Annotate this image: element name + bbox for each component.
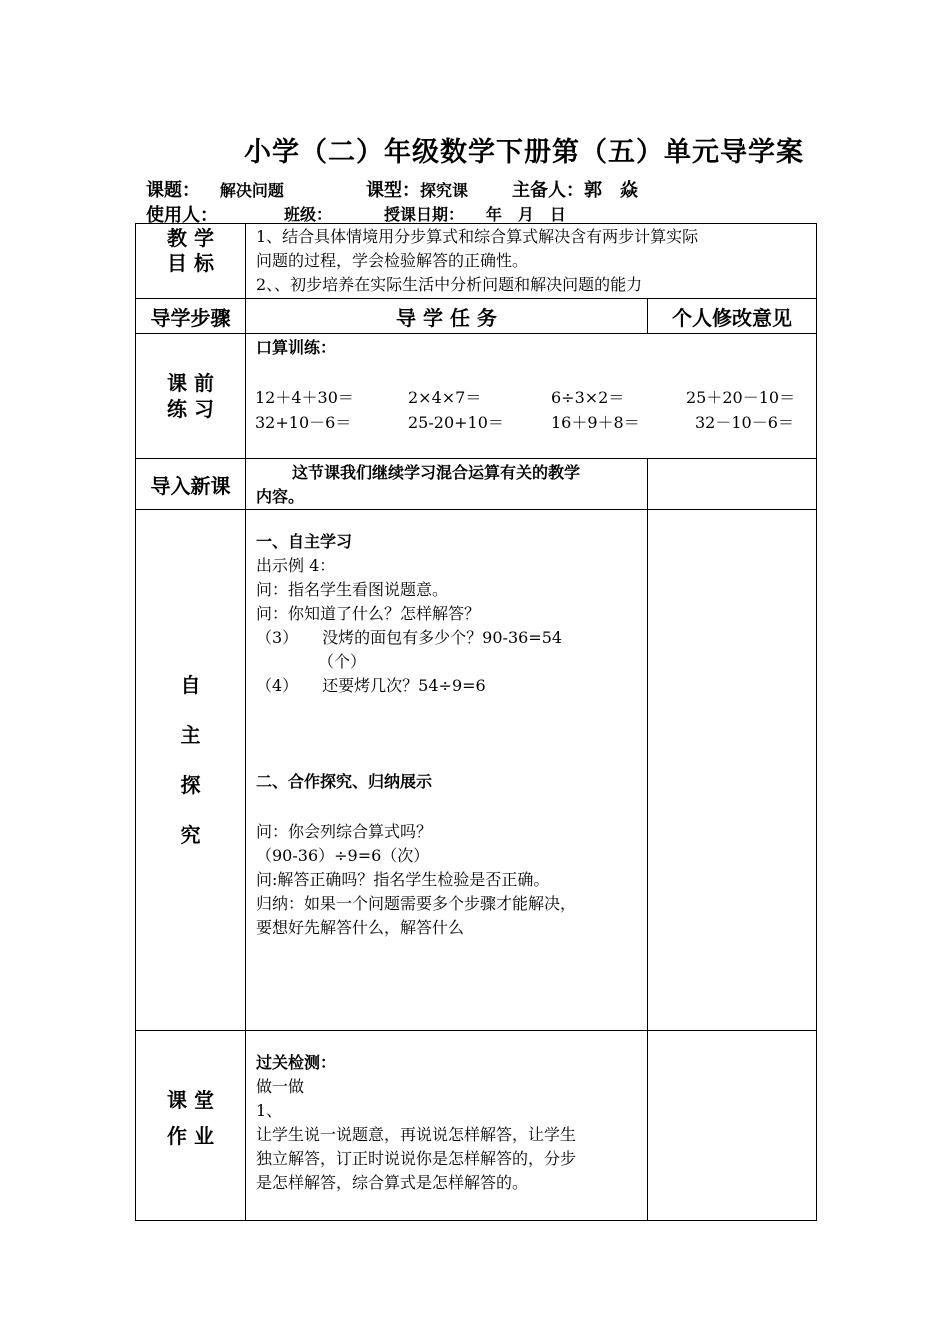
intro-label: 导入新课 xyxy=(136,459,246,510)
explore-line: （3） 没烤的面包有多少个？90-36=54 xyxy=(256,628,563,647)
homework-heading: 过关检测： xyxy=(256,1053,337,1072)
calc-row-1 xyxy=(246,385,816,410)
class-label: 班级： xyxy=(284,205,333,224)
calc-item: 6÷3×2＝ xyxy=(551,388,625,407)
type-value: 探究课 xyxy=(420,181,469,200)
explore-line: 要想好先解答什么，解答什么 xyxy=(256,918,465,937)
explore-line: （90-36）÷9=6（次） xyxy=(256,846,430,865)
explore-content xyxy=(246,510,648,1031)
intro-row xyxy=(136,459,817,510)
calc-row-2 xyxy=(246,410,816,435)
explore-line: （个） xyxy=(318,652,367,671)
date-value: 年 月 日 xyxy=(485,205,566,224)
intro-notes xyxy=(648,459,817,510)
explore-row xyxy=(136,510,817,1031)
preclass-label-1: 课 前 xyxy=(167,371,214,395)
homework-label-1: 课 堂 xyxy=(167,1088,214,1112)
homework-content xyxy=(246,1031,648,1221)
objective-line-2: 问题的过程，学会检验解答的正确性。 xyxy=(256,251,529,270)
header-tasks: 导 学 任 务 xyxy=(246,299,648,334)
homework-line: 让学生说一说题意，再说说怎样解答，让学生 xyxy=(256,1125,577,1144)
preclass-row xyxy=(136,334,817,459)
explore-label-char: 探 xyxy=(180,773,201,797)
intro-line-2: 内容。 xyxy=(256,487,305,506)
homework-notes xyxy=(648,1031,817,1221)
header-notes: 个人修改意见 xyxy=(648,299,817,334)
topic-label: 课题： xyxy=(146,180,200,201)
preclass-label-cell xyxy=(136,334,246,459)
homework-label-2: 作 业 xyxy=(167,1124,214,1148)
explore-label-char: 自 xyxy=(180,673,201,697)
explore-line: （4） 还要烤几次？54÷9=6 xyxy=(256,676,486,695)
lesson-table xyxy=(135,223,817,1221)
explore-line: 问：指名学生看图说题意。 xyxy=(256,580,449,599)
explore-line: 出示例 4： xyxy=(256,556,336,575)
calc-item: 25＋20－10＝ xyxy=(686,388,796,407)
self-study-heading: 一、自主学习 xyxy=(256,532,353,551)
class-group xyxy=(284,202,332,225)
homework-row xyxy=(136,1031,817,1221)
objectives-content xyxy=(246,224,817,299)
author-label: 主备人：郭 焱 xyxy=(512,180,638,201)
page-title: 小学（二）年级数学下册第（五）单元导学案 xyxy=(244,137,804,168)
explore-label-cell xyxy=(136,510,246,1031)
calc-item: 2×4×7＝ xyxy=(408,388,482,407)
preclass-content xyxy=(246,334,817,459)
explore-line: 归纳：如果一个问题需要多个步骤才能解决， xyxy=(256,894,577,913)
objectives-label-1: 教 学 xyxy=(167,226,214,250)
cooperate-heading: 二、合作探究、归纳展示 xyxy=(256,772,433,791)
explore-label-char: 主 xyxy=(180,723,201,747)
calc-item: 12＋4＋30＝ xyxy=(255,388,354,407)
objectives-label-2: 目 标 xyxy=(167,251,214,275)
calc-item: 25-20+10＝ xyxy=(408,413,504,432)
explore-line: 问:解答正确吗？指名学生检验是否正确。 xyxy=(256,870,550,889)
date-group xyxy=(384,202,566,225)
type-group xyxy=(366,176,468,202)
type-label: 课型： xyxy=(366,180,420,201)
explore-line: 问：你会列综合算式吗？ xyxy=(256,822,433,841)
user-label: 使用人： xyxy=(146,205,218,226)
objectives-row xyxy=(136,224,817,299)
author-group xyxy=(512,176,638,202)
intro-content xyxy=(246,459,648,510)
topic-value: 解决问题 xyxy=(219,181,284,200)
homework-line: 做一做 xyxy=(256,1077,305,1096)
header-row xyxy=(136,299,817,334)
homework-label-cell xyxy=(136,1031,246,1221)
homework-line: 1、 xyxy=(256,1101,283,1120)
explore-label-char: 究 xyxy=(180,823,201,847)
meta-row-1 xyxy=(146,176,284,202)
preclass-heading: 口算训练： xyxy=(256,338,337,357)
homework-line: 独立解答，订正时说说你是怎样解答的，分步 xyxy=(256,1149,577,1168)
calc-item: 32－10－6＝ xyxy=(695,413,794,432)
calc-item: 32+10－6＝ xyxy=(255,413,352,432)
calc-item: 16＋9＋8＝ xyxy=(551,413,640,432)
explore-line: 问：你知道了什么？怎样解答？ xyxy=(256,604,481,623)
date-label: 授课日期： xyxy=(384,205,465,224)
header-steps: 导学步骤 xyxy=(136,299,246,334)
preclass-label-2: 练 习 xyxy=(167,397,214,421)
homework-line: 是怎样解答，综合算式是怎样解答的。 xyxy=(256,1173,529,1192)
objective-line-1: 1、结合具体情境用分步算式和综合算式解决含有两步计算实际 xyxy=(256,227,699,246)
objective-line-3: 2、、初步培养在实际生活中分析问题和解决问题的能力 xyxy=(256,275,643,294)
intro-line-1: 这节课我们继续学习混合运算有关的教学 xyxy=(292,463,581,482)
objectives-label-cell xyxy=(136,224,246,299)
explore-notes xyxy=(648,510,817,1031)
